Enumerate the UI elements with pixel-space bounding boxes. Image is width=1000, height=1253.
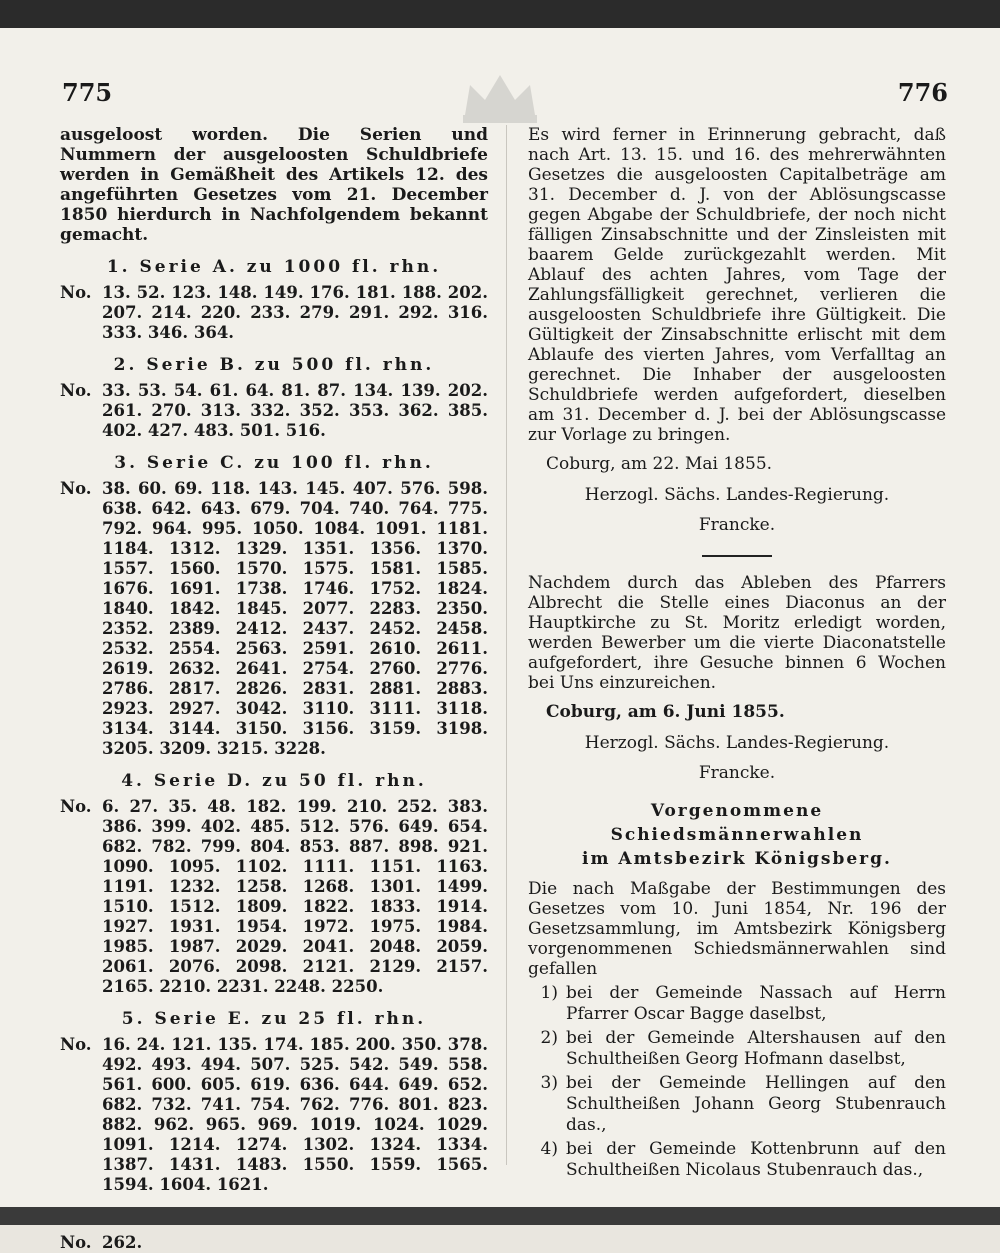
signatory-name: Francke. <box>698 763 776 783</box>
section-separator <box>702 555 772 557</box>
list-item-text: bei der Gemeinde Kottenbrunn auf den Schultheißen Nicolaus Stubenrauch das., <box>566 1139 946 1180</box>
number-list: 16. 24. 121. 135. 174. 185. 200. 350. 378. 492. 493. 494. 507. 525. 542. 549. 558. 561. 600. 605. 619. 636. 644. 649. 652. 682. 732. 741. 754. 762. 776. 801. 823. 882. 962. 965. 969. 1019. 1024. 1029. 1091. 1214. 1274. 1302. 1324. 1334. 1387. 1431. 1483. 1550. 1559. 1565. 1594. 1604. 1621. <box>102 1035 488 1194</box>
signatory-name: Francke. <box>698 515 776 535</box>
page-number-left: 775 <box>62 78 113 107</box>
number-list: 13. 52. 123. 148. 149. 176. 181. 188. 202. 207. 214. 220. 233. 279. 291. 292. 316. 333. 346. 364. <box>102 283 488 342</box>
serie-block <box>60 453 488 759</box>
crown-watermark-icon <box>455 70 545 125</box>
section-title-line: Vorgenommene Schiedsmännerwahlen <box>610 801 864 845</box>
serie-block <box>60 1009 488 1195</box>
number-list: 262. <box>102 1233 143 1252</box>
elections-paragraph: Die nach Maßgabe der Bestimmungen des Gesetzes vom 10. Juni 1854, Nr. 196 der Gesetzsammlung, im Amtsbezirk Königsberg vorgenommenen Schiedsmännerwahlen sind gefallen <box>528 879 946 979</box>
list-item-text: bei der Gemeinde Hellingen auf den Schultheißen Johann Georg Stubenrauch das., <box>566 1073 946 1135</box>
number-prefix: No. <box>60 1233 92 1252</box>
list-item-number: 2) <box>540 1028 558 1048</box>
scan-border-bottom <box>0 1207 1000 1225</box>
serie-heading: 2. Serie B. zu 500 fl. rhn. <box>113 355 435 375</box>
number-prefix: No. <box>60 797 92 816</box>
left-column <box>60 125 488 1253</box>
serie-numbers <box>60 479 488 759</box>
vacancy-paragraph: Nachdem durch das Ableben des Pfarrers Albrecht die Stelle eines Diaconus an der Hauptkirche zu St. Moritz erledigt worden, werden Bewerber um die vierte Diaconatstelle aufgefordert, ihre Gesuche binnen 6 Wochen bei Uns einzureichen. <box>528 573 946 693</box>
list-item-number: 1) <box>540 983 558 1003</box>
place-date: Coburg, am 22. Mai 1855. <box>546 454 773 474</box>
intro-paragraph: ausgeloost worden. Die Serien und Nummern der ausgeloosten Schuldbriefe werden in Gemäßheit des Artikels 12. des angeführten Gesetzes vom 21. December 1850 hierdurch in Nachfolgendem bekannt gemacht. <box>60 125 488 245</box>
number-prefix: No. <box>60 1035 92 1054</box>
authority-signature: Herzogl. Sächs. Landes-Regierung. <box>584 733 890 753</box>
page-number-right: 776 <box>897 78 948 107</box>
serie-numbers <box>60 381 488 441</box>
list-item <box>528 1073 946 1136</box>
right-column <box>528 125 946 1184</box>
section-title-line: im Amtsbezirk Königsberg. <box>582 849 892 869</box>
serie-block <box>60 257 488 343</box>
column-divider <box>506 125 507 1165</box>
list-item <box>528 1028 946 1070</box>
serie-heading: 1. Serie A. zu 1000 fl. rhn. <box>106 257 442 277</box>
serie-numbers <box>60 1233 488 1253</box>
list-item-text: bei der Gemeinde Altershausen auf den Schultheißen Georg Hofmann daselbst, <box>566 1028 946 1069</box>
serie-numbers <box>60 797 488 997</box>
list-item-text: bei der Gemeinde Nassach auf Herrn Pfarrer Oscar Bagge daselbst, <box>566 983 946 1024</box>
repayment-paragraph: Es wird ferner in Erinnerung gebracht, daß nach Art. 13. 15. und 16. des mehrerwähnten Gesetzes die ausgeloosten Capitalbeträge am 31. December d. J. von der Ablösungscasse gegen Abgabe der Schuldbriefe, der noch nicht fälligen Zinsabschnitte und der Zinsleisten mit baarem Gelde zurückgezahlt werden. Mit Ablauf des achten Jahres, vom Tage der Zahlungsfälligkeit gerechnet, verlieren die ausgeloosten Schuldbriefe ihre Gültigkeit. Die Gültigkeit der Zinsabschnitte erlischt mit dem Ablaufe des vierten Jahres, vom Verfalltag an gerechnet. Die Inhaber der ausgeloosten Schuldbriefe werden aufgefordert, dieselben am 31. December d. J. bei der Ablösungscasse zur Vorlage zu bringen. <box>528 125 946 445</box>
serie-heading: 3. Serie C. zu 100 fl. rhn. <box>114 453 434 473</box>
serie-heading: 5. Serie E. zu 25 fl. rhn. <box>121 1009 427 1029</box>
list-item-number: 4) <box>540 1139 558 1159</box>
serie-block <box>60 355 488 441</box>
list-item <box>528 1139 946 1181</box>
elections-list <box>528 983 946 1181</box>
list-item-number: 3) <box>540 1073 558 1093</box>
number-prefix: No. <box>60 381 92 400</box>
serie-numbers <box>60 1035 488 1195</box>
number-list: 33. 53. 54. 61. 64. 81. 87. 134. 139. 202. 261. 270. 313. 332. 352. 353. 362. 385. 402. 427. 483. 501. 516. <box>102 381 488 440</box>
place-date: Coburg, am 6. Juni 1855. <box>546 702 785 722</box>
scan-border-top <box>0 0 1000 28</box>
section-title <box>528 799 946 871</box>
serie-block <box>60 771 488 997</box>
number-list: 38. 60. 69. 118. 143. 145. 407. 576. 598. 638. 642. 643. 679. 704. 740. 764. 775. 792. 964. 995. 1050. 1084. 1091. 1181. 1184. 1312. 1329. 1351. 1356. 1370. 1557. 1560. 1570. 1575. 1581. 1585. 1676. 1691. 1738. 1746. 1752. 1824. 1840. 1842. 1845. 2077. 2283. 2350. 2352. 2389. 2412. 2437. 2452. 2458. 2532. 2554. 2563. 2591. 2610. 2611. 2619. 2632. 2641. 2754. 2760. 2776. 2786. 2817. 2826. 2831. 2881. 2883. 2923. 2927. 3042. 3110. 3111. 3118. 3134. 3144. 3150. 3156. 3159. 3198. 3205. 3209. 3215. 3228. <box>102 479 488 758</box>
number-prefix: No. <box>60 479 92 498</box>
list-item <box>528 983 946 1025</box>
number-prefix: No. <box>60 283 92 302</box>
number-list: 6. 27. 35. 48. 182. 199. 210. 252. 383. 386. 399. 402. 485. 512. 576. 649. 654. 682. 782. 799. 804. 853. 887. 898. 921. 1090. 1095. 1102. 1111. 1151. 1163. 1191. 1232. 1258. 1268. 1301. 1499. 1510. 1512. 1809. 1822. 1833. 1914. 1927. 1931. 1954. 1972. 1975. 1984. 1985. 1987. 2029. 2041. 2048. 2059. 2061. 2076. 2098. 2121. 2129. 2157. 2165. 2210. 2231. 2248. 2250. <box>102 797 488 996</box>
serie-heading: 4. Serie D. zu 50 fl. rhn. <box>121 771 427 791</box>
authority-signature: Herzogl. Sächs. Landes-Regierung. <box>584 485 890 505</box>
serie-numbers <box>60 283 488 343</box>
